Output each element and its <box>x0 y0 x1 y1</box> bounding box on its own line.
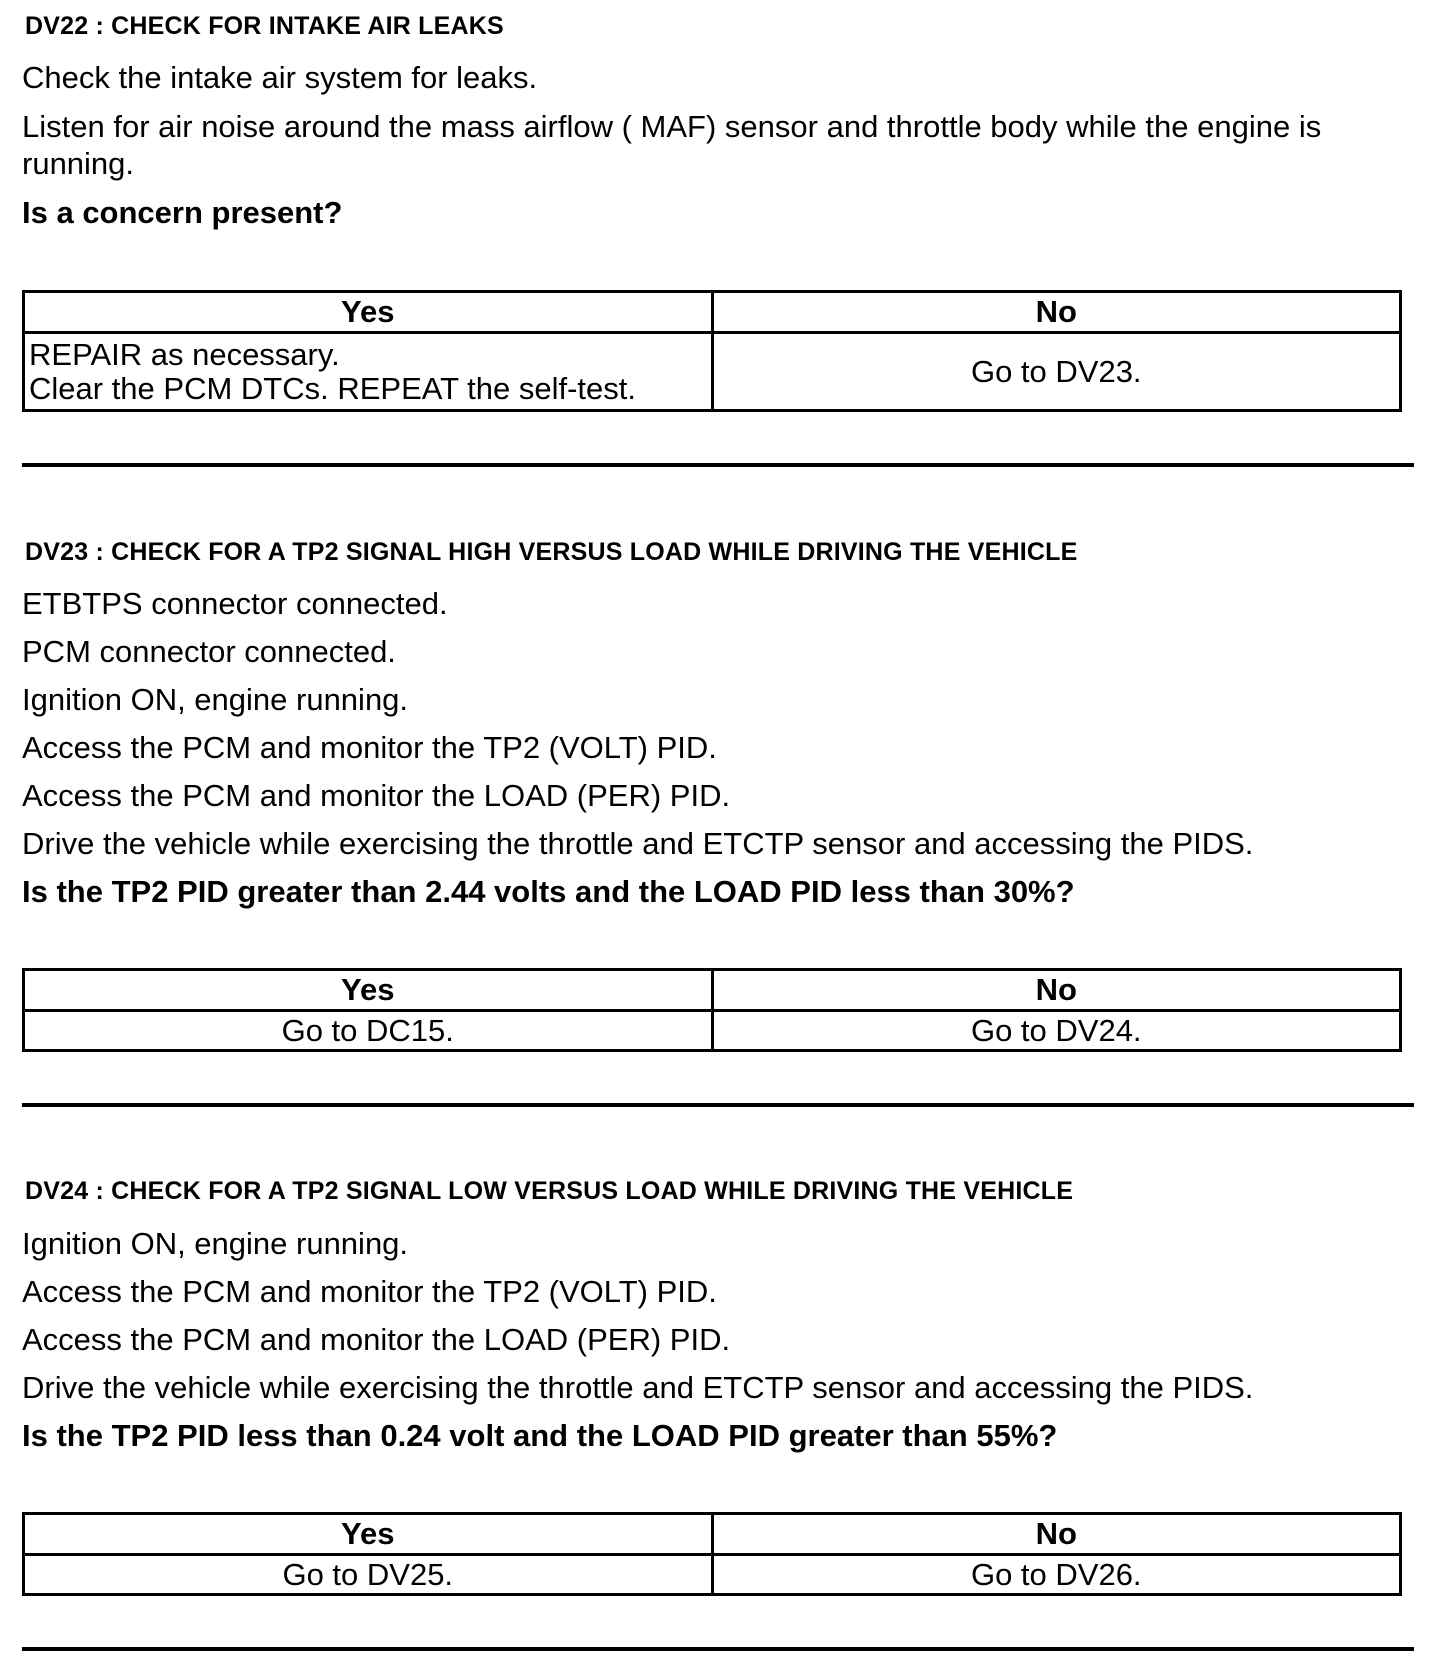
section-divider <box>22 463 1414 467</box>
step-instruction: Access the PCM and monitor the LOAD (PER) PID. <box>22 778 731 813</box>
no-header: No <box>712 1514 1401 1555</box>
step-instruction: Drive the vehicle while exercising the throttle and ETCTP sensor and accessing the PIDS. <box>22 826 1254 861</box>
step-question: Is the TP2 PID less than 0.24 volt and the LOAD PID greater than 55%? <box>22 1418 1058 1453</box>
no-action: Go to DV26. <box>712 1555 1401 1595</box>
step-instruction: Access the PCM and monitor the LOAD (PER) PID. <box>22 1322 731 1357</box>
step-instruction: Ignition ON, engine running. <box>22 1226 409 1261</box>
step-instruction: Check the intake air system for leaks. <box>22 60 538 95</box>
section-divider <box>22 1103 1414 1107</box>
section-divider <box>22 1647 1414 1651</box>
step-instruction: Access the PCM and monitor the TP2 (VOLT) PID. <box>22 1274 717 1309</box>
step-instruction: Drive the vehicle while exercising the throttle and ETCTP sensor and accessing the PIDS. <box>22 1370 1254 1405</box>
yes-header: Yes <box>24 970 713 1011</box>
step-instruction: Listen for air noise around the mass airflow ( MAF) sensor and throttle body while the engine is running. <box>22 109 1322 181</box>
no-action: Go to DV23. <box>712 333 1401 411</box>
step-instruction: Access the PCM and monitor the TP2 (VOLT) PID. <box>22 730 717 765</box>
yes-header: Yes <box>24 292 713 333</box>
step-instruction: PCM connector connected. <box>22 634 396 669</box>
step-heading: DV24 : CHECK FOR A TP2 SIGNAL LOW VERSUS LOAD WHILE DRIVING THE VEHICLE <box>25 1177 1074 1205</box>
yes-action: Go to DV25. <box>24 1555 713 1595</box>
yes-action: Go to DC15. <box>24 1011 713 1051</box>
yes-action <box>24 333 713 411</box>
yes-action-line: REPAIR as necessary. <box>29 336 340 372</box>
step-question: Is the TP2 PID greater than 2.44 volts and the LOAD PID less than 30%? <box>22 874 1075 909</box>
no-action: Go to DV24. <box>712 1011 1401 1051</box>
yes-header: Yes <box>24 1514 713 1555</box>
step-instruction: Ignition ON, engine running. <box>22 682 409 717</box>
step-heading: DV23 : CHECK FOR A TP2 SIGNAL HIGH VERSUS LOAD WHILE DRIVING THE VEHICLE <box>25 538 1078 566</box>
no-header: No <box>712 292 1401 333</box>
yes-no-table <box>22 968 1402 1052</box>
yes-no-table <box>22 290 1402 412</box>
step-instruction: ETBTPS connector connected. <box>22 586 448 621</box>
yes-no-table <box>22 1512 1402 1596</box>
step-heading: DV22 : CHECK FOR INTAKE AIR LEAKS <box>25 12 504 40</box>
step-question: Is a concern present? <box>22 195 343 230</box>
no-header: No <box>712 970 1401 1011</box>
yes-action-line: Clear the PCM DTCs. REPEAT the self-test. <box>29 370 636 406</box>
